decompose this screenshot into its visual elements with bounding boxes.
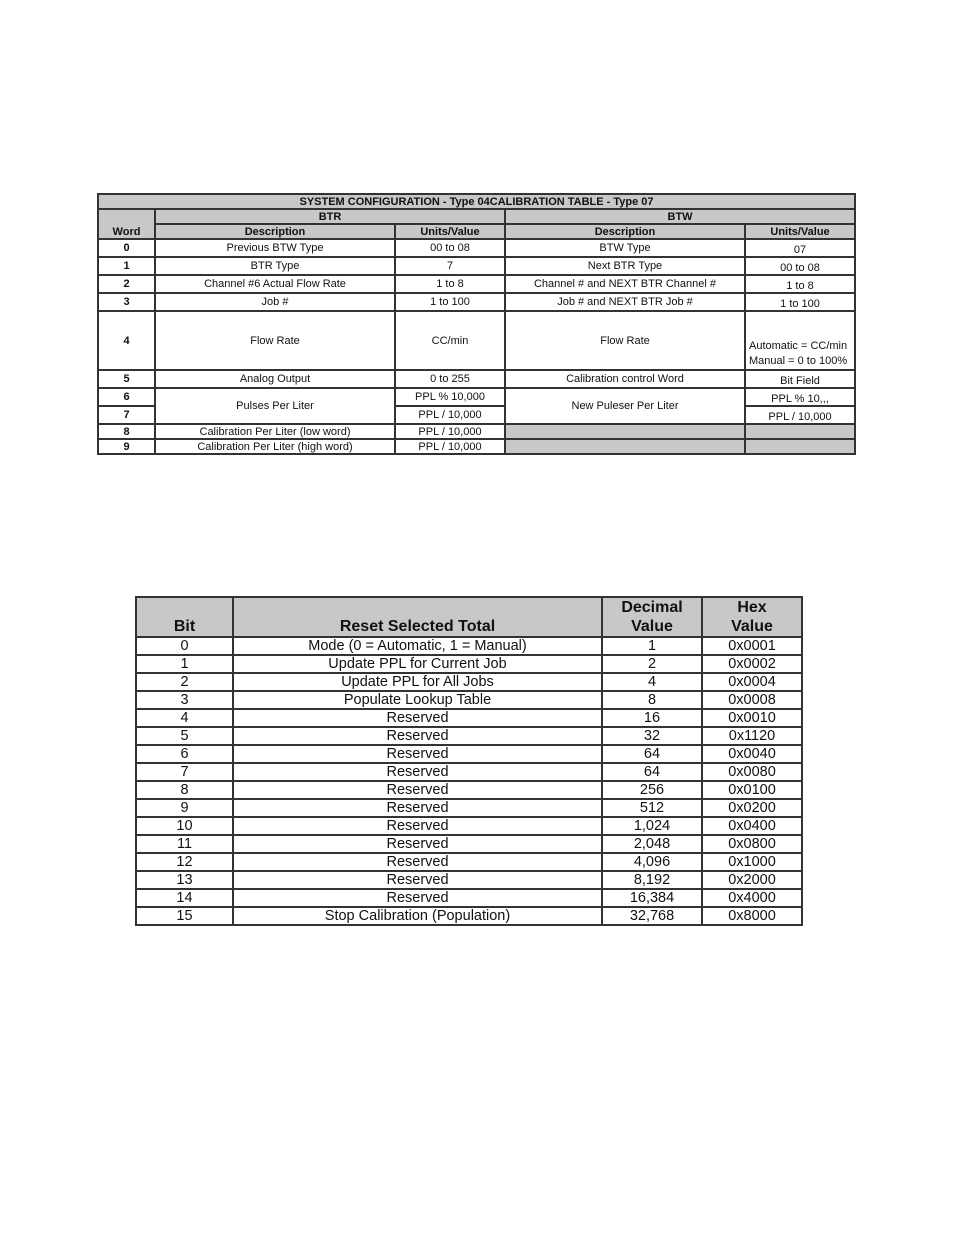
empty-cell: [745, 439, 855, 454]
hex-value-cell: 0x8000: [702, 907, 802, 925]
description-cell: Reserved: [233, 835, 602, 853]
description-cell: Reserved: [233, 853, 602, 871]
btw-units-header: Units/Value: [745, 224, 855, 239]
word-cell: 3: [98, 293, 155, 311]
btr-description-cell: Calibration Per Liter (high word): [155, 439, 395, 454]
btr-description-cell: Analog Output: [155, 370, 395, 388]
hex-value-cell: 0x0008: [702, 691, 802, 709]
word-cell: 1: [98, 257, 155, 275]
hex-value-cell: 0x0010: [702, 709, 802, 727]
btw-units-cell: PPL / 10,000: [745, 406, 855, 424]
word-cell: 6: [98, 388, 155, 406]
hex-value-cell: 0x0200: [702, 799, 802, 817]
hex-value-cell: 0x1000: [702, 853, 802, 871]
btr-description-cell: BTR Type: [155, 257, 395, 275]
decimal-value-cell: 8,192: [602, 871, 702, 889]
btw-units-cell: 07: [745, 239, 855, 257]
decimal-value-cell: 64: [602, 763, 702, 781]
bit-cell: 9: [136, 799, 233, 817]
bit-cell: 6: [136, 745, 233, 763]
table-row: [98, 370, 855, 388]
hex-value-cell: 0x0001: [702, 637, 802, 655]
btw-units-cell: 1 to 8: [745, 275, 855, 293]
description-cell: Populate Lookup Table: [233, 691, 602, 709]
decimal-header-line: Decimal: [621, 599, 683, 616]
btw-units-cell: PPL % 10,,,: [745, 388, 855, 406]
btw-description-cell: BTW Type: [505, 239, 745, 257]
bit-cell: 13: [136, 871, 233, 889]
table-row: [136, 745, 802, 763]
description-cell: Reserved: [233, 817, 602, 835]
hex-value-cell: 0x0004: [702, 673, 802, 691]
bit-cell: 0: [136, 637, 233, 655]
table-row: [136, 709, 802, 727]
btr-description-cell: Job #: [155, 293, 395, 311]
bit-cell: 10: [136, 817, 233, 835]
table-row: [136, 727, 802, 745]
table-row: [136, 835, 802, 853]
table-row: [98, 424, 855, 439]
description-cell: Reserved: [233, 745, 602, 763]
decimal-value-cell: 1: [602, 637, 702, 655]
btw-description-cell: Calibration control Word: [505, 370, 745, 388]
table-row: [98, 293, 855, 311]
decimal-value-cell: 2,048: [602, 835, 702, 853]
btr-units-cell: 1 to 100: [395, 293, 505, 311]
bit-cell: 7: [136, 763, 233, 781]
decimal-value-cell: 256: [602, 781, 702, 799]
bit-cell: 1: [136, 655, 233, 673]
btw-description-cell: Job # and NEXT BTR Job #: [505, 293, 745, 311]
bit-cell: 3: [136, 691, 233, 709]
word-cell: 8: [98, 424, 155, 439]
empty-cell: [505, 424, 745, 439]
description-cell: Update PPL for All Jobs: [233, 673, 602, 691]
btr-description-header: Description: [155, 224, 395, 239]
hex-value-header: [702, 597, 802, 637]
decimal-value-cell: 4,096: [602, 853, 702, 871]
hex-value-cell: 0x0002: [702, 655, 802, 673]
bit-cell: 5: [136, 727, 233, 745]
automatic-units-text: Automatic = CC/min: [749, 340, 848, 352]
hex-value-cell: 0x0800: [702, 835, 802, 853]
btr-description-cell: Pulses Per Liter: [155, 388, 395, 424]
calibration-bit-table: [135, 596, 803, 926]
word-cell: 2: [98, 275, 155, 293]
bit-cell: 2: [136, 673, 233, 691]
bit-header: Bit: [136, 597, 233, 637]
word-cell: 7: [98, 406, 155, 424]
decimal-value-cell: 2: [602, 655, 702, 673]
bit-cell: 14: [136, 889, 233, 907]
description-cell: Reserved: [233, 871, 602, 889]
btr-units-cell: PPL / 10,000: [395, 406, 505, 424]
hex-value-cell: 0x0100: [702, 781, 802, 799]
bit-cell: 8: [136, 781, 233, 799]
hex-value-cell: 0x0040: [702, 745, 802, 763]
decimal-value-cell: 32,768: [602, 907, 702, 925]
description-cell: Reserved: [233, 709, 602, 727]
btr-units-cell: PPL % 10,000: [395, 388, 505, 406]
empty-cell: [505, 439, 745, 454]
table-row: [136, 781, 802, 799]
word-cell: 0: [98, 239, 155, 257]
btw-units-cell: 1 to 100: [745, 293, 855, 311]
decimal-value-cell: 8: [602, 691, 702, 709]
table-row: [136, 817, 802, 835]
decimal-value-cell: 64: [602, 745, 702, 763]
hex-value-cell: 0x2000: [702, 871, 802, 889]
decimal-value-cell: 1,024: [602, 817, 702, 835]
decimal-value-cell: 32: [602, 727, 702, 745]
description-cell: Stop Calibration (Population): [233, 907, 602, 925]
word-cell: 5: [98, 370, 155, 388]
table-row: [98, 257, 855, 275]
table-row: [136, 853, 802, 871]
description-cell: Reserved: [233, 799, 602, 817]
btr-description-cell: Previous BTW Type: [155, 239, 395, 257]
table-row: [136, 907, 802, 925]
btr-group-header: BTR: [155, 209, 505, 224]
value-header-line: Value: [731, 618, 773, 635]
bit-rows: [136, 637, 802, 925]
btr-units-cell: CC/min: [395, 311, 505, 370]
hex-value-cell: 0x0080: [702, 763, 802, 781]
table-row: [98, 275, 855, 293]
manual-units-text: Manual = 0 to 100%: [749, 355, 848, 367]
bit-cell: 4: [136, 709, 233, 727]
bit-cell: 12: [136, 853, 233, 871]
table-row: [98, 311, 855, 370]
hex-value-cell: 0x0400: [702, 817, 802, 835]
word-column-header: Word: [98, 209, 155, 239]
table-row: [136, 799, 802, 817]
decimal-value-cell: 16: [602, 709, 702, 727]
value-header-line: Value: [631, 618, 673, 635]
btw-description-header: Description: [505, 224, 745, 239]
btr-units-cell: 0 to 255: [395, 370, 505, 388]
system-configuration-table: [97, 193, 856, 455]
decimal-value-header: [602, 597, 702, 637]
btw-description-cell: Flow Rate: [505, 311, 745, 370]
table-row: [136, 673, 802, 691]
description-header: Reset Selected Total: [233, 597, 602, 637]
btw-units-cell: Bit Field: [745, 370, 855, 388]
word-cell: 4: [98, 311, 155, 370]
description-cell: Update PPL for Current Job: [233, 655, 602, 673]
btr-units-cell: PPL / 10,000: [395, 424, 505, 439]
btr-units-header: Units/Value: [395, 224, 505, 239]
btw-units-cell: 00 to 08: [745, 257, 855, 275]
btr-units-cell: 1 to 8: [395, 275, 505, 293]
table-row: [136, 871, 802, 889]
description-cell: Reserved: [233, 781, 602, 799]
table-row: [136, 763, 802, 781]
btw-description-cell: Next BTR Type: [505, 257, 745, 275]
btr-units-cell: 00 to 08: [395, 239, 505, 257]
description-cell: Reserved: [233, 727, 602, 745]
btr-description-cell: Flow Rate: [155, 311, 395, 370]
btw-units-cell: [745, 311, 855, 370]
table-row: [136, 889, 802, 907]
btw-description-cell: New Puleser Per Liter: [505, 388, 745, 424]
hex-header-line: Hex: [737, 599, 767, 616]
description-cell: Reserved: [233, 763, 602, 781]
description-cell: Reserved: [233, 889, 602, 907]
btw-group-header: BTW: [505, 209, 855, 224]
decimal-value-cell: 4: [602, 673, 702, 691]
hex-value-cell: 0x1120: [702, 727, 802, 745]
decimal-value-cell: 16,384: [602, 889, 702, 907]
hex-value-cell: 0x4000: [702, 889, 802, 907]
table-row: [136, 655, 802, 673]
table-row: [98, 239, 855, 257]
table-row: [98, 439, 855, 454]
btr-units-cell: PPL / 10,000: [395, 439, 505, 454]
btr-units-cell: 7: [395, 257, 505, 275]
decimal-value-cell: 512: [602, 799, 702, 817]
btw-description-cell: Channel # and NEXT BTR Channel #: [505, 275, 745, 293]
empty-cell: [745, 424, 855, 439]
word-cell: 9: [98, 439, 155, 454]
btr-description-cell: Calibration Per Liter (low word): [155, 424, 395, 439]
bit-cell: 15: [136, 907, 233, 925]
table-title: SYSTEM CONFIGURATION - Type 04CALIBRATION TABLE - Type 07: [98, 194, 855, 209]
table-row: [136, 691, 802, 709]
btr-description-cell: Channel #6 Actual Flow Rate: [155, 275, 395, 293]
description-cell: Mode (0 = Automatic, 1 = Manual): [233, 637, 602, 655]
bit-cell: 11: [136, 835, 233, 853]
table-row: [98, 388, 855, 406]
table-row: [136, 637, 802, 655]
